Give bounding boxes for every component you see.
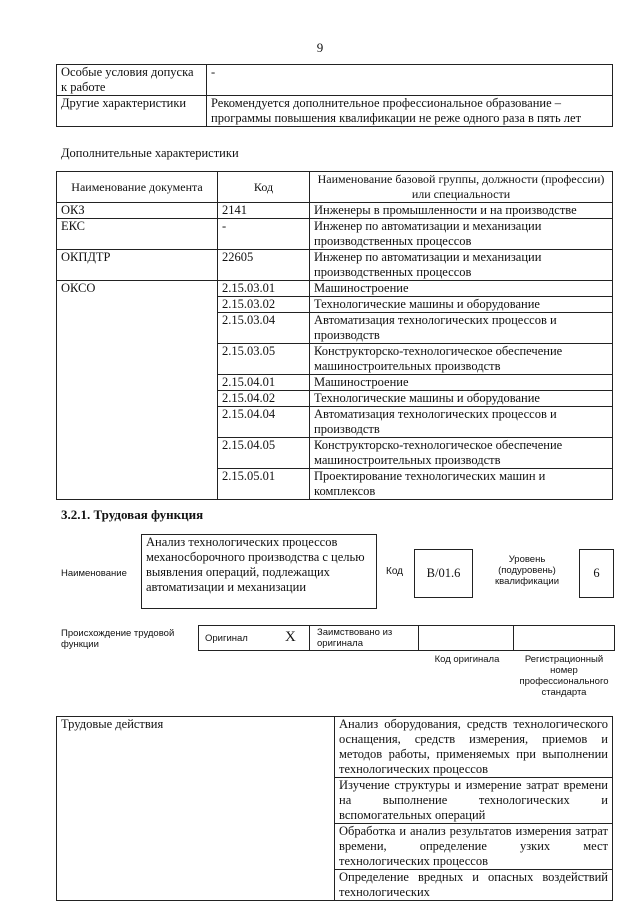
table-row: [57, 96, 613, 127]
code-cell: 2.15.04.05: [218, 438, 310, 469]
function-name-box: Анализ технологических процессов механосборочного производства с целью выявления операций, подлежащих автоматизации и механизации: [141, 534, 377, 609]
function-code-box: В/01.6: [414, 549, 473, 598]
code-cell: 2.15.03.01: [218, 281, 310, 297]
divider: [418, 625, 419, 650]
name-cell: Машиностроение: [310, 375, 613, 391]
document-table: [56, 171, 613, 500]
name-cell: Инженер по автоматизации и механизации производственных процессов: [310, 219, 613, 250]
origin-label: Происхождение трудовой функции: [61, 628, 175, 650]
name-cell: Инженер по автоматизации и механизации производственных процессов: [310, 250, 613, 281]
code-cell: 2.15.03.02: [218, 297, 310, 313]
actions-label: Трудовые действия: [57, 717, 335, 901]
code-cell: 22605: [218, 250, 310, 281]
action-item: Изучение структуры и измерение затрат времени на выполнение технологических и вспомогательных операций: [335, 778, 613, 824]
name-cell: Машиностроение: [310, 281, 613, 297]
code-cell: 2.15.04.04: [218, 407, 310, 438]
name-cell: Инженеры в промышленности и на производстве: [310, 203, 613, 219]
action-item: Анализ оборудования, средств технологического оснащения, средств измерения, приемов и методов работы, применяемых при выполнении технологических процессов: [335, 717, 613, 778]
info-value: Рекомендуется дополнительное профессиональное образование – программы повышения квалификации не реже одного раза в пять лет: [207, 96, 613, 127]
info-label: Другие характеристики: [57, 96, 207, 127]
code-cell: 2.15.03.05: [218, 344, 310, 375]
name-cell: Проектирование технологических машин и комплексов: [310, 469, 613, 500]
labor-function-heading: 3.2.1. Трудовая функция: [61, 507, 204, 522]
doc-cell: ОКСО: [57, 281, 218, 500]
reg-number-caption: Регистрационный номер профессионального стандарта: [519, 654, 609, 698]
original-mark: X: [285, 629, 296, 645]
table-row: [57, 717, 613, 778]
doc-cell: ОКПДТР: [57, 250, 218, 281]
header-document: Наименование документа: [57, 172, 218, 203]
table-row: [57, 250, 613, 281]
action-item: Обработка и анализ результатов измерения затрат времени, определение узких мест технологических процессов: [335, 824, 613, 870]
code-cell: 2141: [218, 203, 310, 219]
name-cell: Конструкторско-технологическое обеспечение машиностроительных производств: [310, 344, 613, 375]
code-cell: 2.15.04.01: [218, 375, 310, 391]
labor-actions-table: [56, 716, 613, 901]
code-original-caption: Код оригинала: [434, 654, 500, 665]
table-header-row: [57, 172, 613, 203]
function-code-label: Код: [386, 566, 404, 577]
qualification-level-box: 6: [579, 549, 614, 598]
name-cell: Технологические машины и оборудование: [310, 391, 613, 407]
header-code: Код: [218, 172, 310, 203]
info-value: -: [207, 65, 613, 96]
table-row: [57, 203, 613, 219]
divider: [513, 625, 514, 650]
function-name-label: Наименование: [61, 568, 127, 579]
code-cell: -: [218, 219, 310, 250]
code-cell: 2.15.03.04: [218, 313, 310, 344]
info-label: Особые условия допуска к работе: [57, 65, 207, 96]
page-number: 9: [316, 40, 324, 55]
qualification-level-label: Уровень (подуровень) квалификации: [494, 554, 560, 587]
header-name: Наименование базовой группы, должности (профессии) или специальности: [310, 172, 613, 203]
borrowed-label: Заимствовано из оригинала: [317, 627, 393, 649]
name-cell: Технологические машины и оборудование: [310, 297, 613, 313]
code-cell: 2.15.04.02: [218, 391, 310, 407]
name-cell: Автоматизация технологических процессов и производств: [310, 407, 613, 438]
name-cell: Конструкторско-технологическое обеспечение машиностроительных производств: [310, 438, 613, 469]
table-row: [57, 219, 613, 250]
table-row: [57, 281, 613, 297]
additional-characteristics-title: Дополнительные характеристики: [61, 146, 239, 160]
action-item: Определение вредных и опасных воздействий технологических: [335, 870, 613, 901]
table-row: [57, 65, 613, 96]
name-cell: Автоматизация технологических процессов и производств: [310, 313, 613, 344]
code-cell: 2.15.05.01: [218, 469, 310, 500]
doc-cell: ЕКС: [57, 219, 218, 250]
info-table: [56, 64, 613, 127]
divider: [309, 625, 310, 650]
doc-cell: ОКЗ: [57, 203, 218, 219]
original-label: Оригинал: [205, 633, 248, 644]
